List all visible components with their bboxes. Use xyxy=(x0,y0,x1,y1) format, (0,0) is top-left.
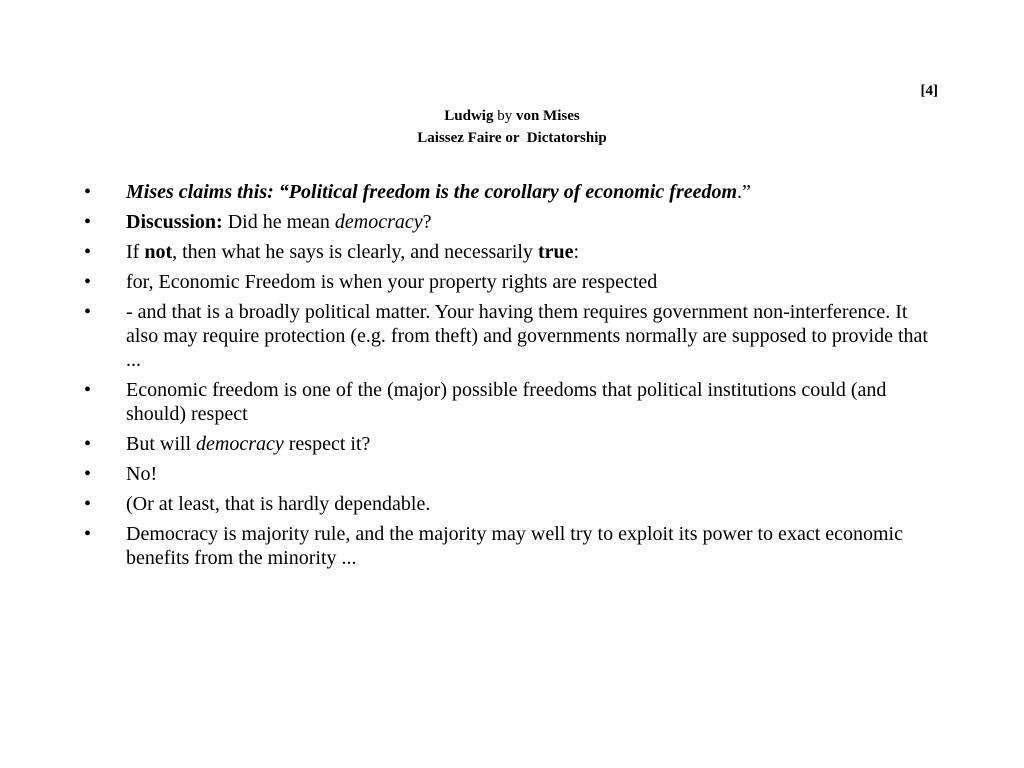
bullet-dot: • xyxy=(84,493,92,515)
bullet-dot: • xyxy=(84,463,92,485)
discussion-label: Discussion: xyxy=(126,211,223,233)
item-text-tail: respect it? xyxy=(283,433,371,455)
list-item xyxy=(84,492,934,516)
strong-not: not xyxy=(144,241,173,263)
author-first-name: Ludwig xyxy=(444,108,494,124)
list-item xyxy=(84,462,934,486)
quote-end: .” xyxy=(737,181,751,203)
item-text-pre: If xyxy=(126,241,145,263)
emphasis-text: democracy xyxy=(334,211,423,233)
discussion-text: Did he mean xyxy=(222,211,335,233)
list-item xyxy=(84,432,934,456)
bullet-dot: • xyxy=(84,523,92,545)
item-text: - and that is a broadly political matter. Your having them requires government non-interference. It also may require protection (e.g. from theft) and governments normally are supposed to provide that ... xyxy=(126,301,928,371)
list-item xyxy=(84,378,934,426)
item-text: for, Economic Freedom is when your property rights are respected xyxy=(126,271,658,293)
item-text-tail: : xyxy=(573,241,580,263)
author-last-name: von Mises xyxy=(515,108,580,124)
author-line xyxy=(0,105,1024,127)
item-text: (Or at least, that is hardly dependable. xyxy=(126,493,431,515)
list-item xyxy=(84,270,934,294)
by-word: by xyxy=(497,108,513,124)
slide-subtitle: Laissez Faire or Dictatorship xyxy=(417,130,607,146)
bullet-dot: • xyxy=(84,271,92,293)
slide-header xyxy=(0,105,1024,149)
bullet-dot: • xyxy=(84,379,92,401)
strong-true: true xyxy=(537,241,574,263)
emphasis-text: democracy xyxy=(196,433,284,455)
bullet-dot: • xyxy=(84,301,92,323)
discussion-tail: ? xyxy=(422,211,432,233)
list-item xyxy=(84,210,934,234)
list-item xyxy=(84,300,934,372)
item-text: Democracy is majority rule, and the majority may well try to exploit its power to exact economic benefits from the minority ... xyxy=(126,523,903,569)
bullet-dot: • xyxy=(84,433,92,455)
bullet-list xyxy=(84,180,934,576)
list-item xyxy=(84,522,934,570)
quote-text: Mises claims this: “Political freedom is the corollary of economic freedom xyxy=(126,181,738,203)
bullet-dot: • xyxy=(84,241,92,263)
item-text-pre: But will xyxy=(126,433,197,455)
page-number: [4] xyxy=(920,83,938,99)
bullet-dot: • xyxy=(84,181,92,203)
list-item xyxy=(84,240,934,264)
item-text: Economic freedom is one of the (major) possible freedoms that political institutions could (and should) respect xyxy=(126,379,887,425)
list-item xyxy=(84,180,934,204)
item-text-mid: , then what he says is clearly, and necessarily xyxy=(172,241,538,263)
item-text: No! xyxy=(126,463,158,485)
bullet-dot: • xyxy=(84,211,92,233)
